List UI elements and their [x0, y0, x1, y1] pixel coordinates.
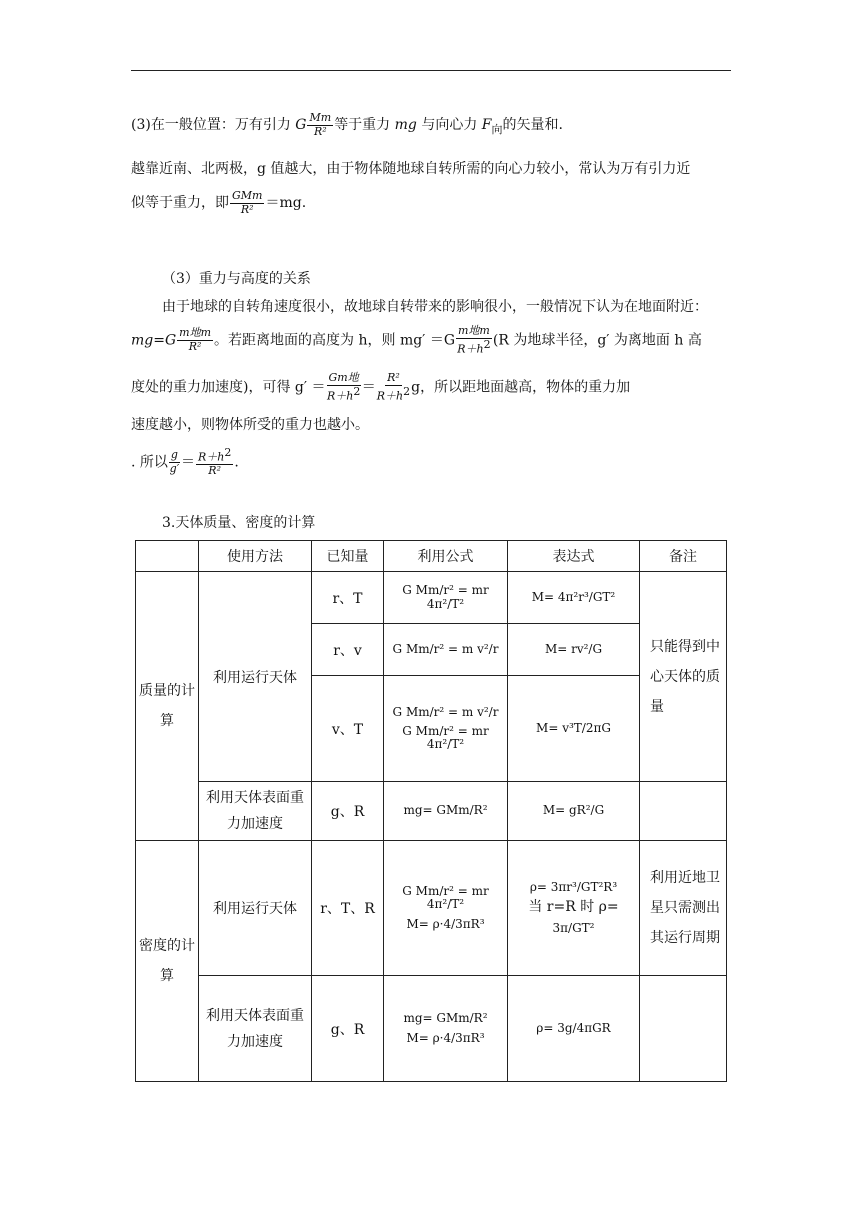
blank-note-cell [640, 782, 727, 841]
expression-cell: M= 4π²r³/GT² [508, 572, 640, 624]
para1-mid: 等于重力 [334, 117, 391, 134]
density-note: 利用近地卫星只需测出其运行周期 [640, 841, 727, 976]
table-row [136, 841, 727, 976]
formula-line: M= ρ·4/3πR³ [406, 916, 485, 931]
s3-l3-c: g，所以距地面越高，物体的重力加 [411, 379, 631, 396]
formula-line: G Mm/r² = mr 4π²/T² [402, 723, 489, 752]
expression-cell: M= rv²/G [508, 624, 640, 676]
para1-suffix: 的矢量和. [502, 117, 563, 134]
formula-cell [384, 676, 508, 782]
para1-F: F [481, 117, 492, 134]
s3-l5-frac1 [169, 449, 180, 475]
formula-cell [384, 841, 508, 976]
section3-line1: 由于地球的自转角速度很小，故地球自转带来的影响很小，一般情况下认为在地面附近： [162, 299, 708, 315]
section3-line3 [131, 372, 630, 403]
formula-line: mg= GMm/R² [403, 1011, 488, 1026]
s3-l5-frac2-num: R＋h [197, 450, 225, 464]
known-cell: g、R [312, 976, 384, 1082]
s3-l5-a: . 所以 [131, 454, 168, 471]
blank-note-cell [640, 976, 727, 1082]
s3-l3-frac2: $\frac{\text{R²}}{R+h^2}$ [376, 371, 411, 403]
formula-cell [384, 976, 508, 1082]
s3-l2-a: mg=G [131, 332, 177, 349]
section3-heading: （3）重力与高度的关系 [162, 271, 311, 287]
table-row [136, 572, 727, 624]
s3-l3-frac2-den: R＋h [376, 389, 404, 403]
para2-line2-suffix: ＝mg. [265, 195, 307, 212]
known-cell: r、T [312, 572, 384, 624]
para1-mg: mg [394, 117, 417, 134]
s3-l5-frac2-den: R² [208, 464, 221, 478]
para1-line [131, 112, 563, 138]
s3-l3-frac2-num: R² [387, 371, 400, 384]
density-label: 密度的计算 [136, 841, 199, 1082]
section3-line2 [131, 325, 702, 356]
known-cell: r、v [312, 624, 384, 676]
expression-cell: M= v³T/2πG [508, 676, 640, 782]
para1-fraction [307, 112, 333, 138]
table-row [136, 976, 727, 1082]
s3-l2-c: (R 为地球半径，g′ 为离地面 h 高 [492, 332, 702, 349]
table-row [136, 782, 727, 841]
mass-method-orbit: 利用运行天体 [199, 572, 312, 782]
calc-table [135, 540, 727, 1082]
header-known: 已知量 [312, 541, 384, 572]
para1-G: G [295, 117, 307, 134]
s3-l3-frac1: $\frac{\text{Gm地}}{R+h^2}$ [326, 371, 361, 403]
para2-fraction [230, 190, 264, 216]
expression-cell: ρ= 3g/4πGR [508, 976, 640, 1082]
s3-l3-b: ＝ [361, 379, 376, 396]
formula-cell: G Mm/r² = m v²/r [384, 624, 508, 676]
header-blank [136, 541, 199, 572]
expression-line: 3π/GT² [552, 920, 595, 935]
s3-l3-frac1-num: Gm地 [328, 371, 359, 384]
s3-l2-frac2: $\frac{\text{m地m}}{R+h^2}$ [457, 324, 491, 356]
s3-l5-frac2: $\frac{R+h^2}{\text{R²}}$ [197, 446, 232, 478]
s3-l3-frac1-den: R＋h [326, 389, 354, 403]
mass-label: 质量的计算 [136, 572, 199, 841]
para2-line2-prefix: 似等于重力，即 [131, 195, 229, 212]
section3-line4: 速度越小，则物体所受的重力也越小。 [131, 417, 369, 433]
s3-l2-b: 。若距离地面的高度为 h，则 mg′ ＝G [214, 332, 455, 349]
formula-line: G Mm/r² = m v²/r [392, 704, 499, 719]
s3-l3-a: 度处的重力加速度)，可得 g′ ＝ [131, 379, 326, 396]
para2-line1: 越靠近南、北两极，g 值越大，由于物体随地球自转所需的向心力较小，常认为万有引力近 [131, 161, 691, 177]
expression-line: ρ= 3πr³/GT²R³ [529, 880, 618, 895]
expression-line: 当 r=R 时 ρ= [528, 899, 619, 916]
para2-line2 [131, 190, 306, 216]
s3-l5-c: . [234, 454, 239, 471]
known-cell: v、T [312, 676, 384, 782]
para1-frac-den: R² [313, 124, 327, 138]
header-formula: 利用公式 [384, 541, 508, 572]
header-expression: 表达式 [508, 541, 640, 572]
formula-cell: mg= GMm/R² [384, 782, 508, 841]
expression-cell [508, 841, 640, 976]
para1-frac-num: Mm [309, 111, 332, 124]
formula-cell: G Mm/r² = mr 4π²/T² [384, 572, 508, 624]
known-cell: r、T、R [312, 841, 384, 976]
density-method-surface: 利用天体表面重力加速度 [199, 976, 312, 1082]
expression-cell: M= gR²/G [508, 782, 640, 841]
table-title: 3.天体质量、密度的计算 [162, 515, 316, 531]
table-header-row [136, 541, 727, 572]
para2-frac-num: GMm [232, 189, 263, 202]
s3-l2-frac1 [177, 327, 213, 353]
mass-note: 只能得到中心天体的质量 [640, 572, 727, 782]
s3-l2-frac2-den: R＋h [457, 342, 484, 356]
formula-line: M= ρ·4/3πR³ [406, 1030, 485, 1045]
para2-frac-den: R² [240, 202, 254, 216]
s3-l5-b: ＝ [180, 454, 195, 471]
para1-mid2: 与向心力 [421, 117, 478, 134]
para1-F-sub: 向 [491, 122, 503, 136]
mass-method-surface: 利用天体表面重力加速度 [199, 782, 312, 841]
header-rule [131, 70, 731, 71]
para1-prefix: (3)在一般位置：万有引力 [131, 117, 291, 134]
section3-line5 [131, 447, 239, 478]
s3-l2-frac1-num: m地m [179, 326, 212, 340]
s3-l5-frac1-num: g [170, 448, 178, 462]
s3-l5-frac1-den: g′ [169, 461, 180, 475]
density-method-orbit: 利用运行天体 [199, 841, 312, 976]
formula-line: G Mm/r² = mr 4π²/T² [402, 884, 489, 912]
header-method: 使用方法 [199, 541, 312, 572]
known-cell: g、R [312, 782, 384, 841]
s3-l2-frac2-num: m地m [458, 324, 490, 337]
header-note: 备注 [640, 541, 727, 572]
s3-l2-frac1-den: R² [188, 339, 202, 353]
